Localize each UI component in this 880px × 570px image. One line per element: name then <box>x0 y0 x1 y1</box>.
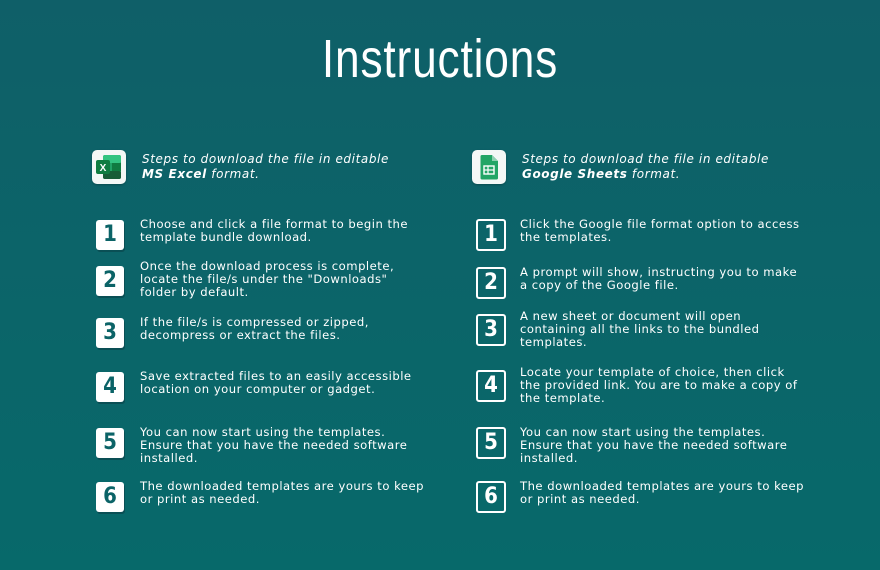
excel-column <box>92 150 425 509</box>
step-number-badge: 4 <box>476 370 506 402</box>
excel-header-prefix: Steps to download the file in editable <box>142 152 389 166</box>
step-text: You can now start using the templates. Ensure that you have the needed software installed. <box>520 425 788 465</box>
google-sheets-icon <box>472 150 506 184</box>
excel-header-format: MS Excel <box>142 167 207 181</box>
step-text: Click the Google file format option to access the templates. <box>520 217 800 244</box>
step-text: Once the download process is complete, locate the file/s under the "Downloads" folder by default. <box>140 259 395 299</box>
sheets-header-prefix: Steps to download the file in editable <box>522 152 769 166</box>
google-sheets-header-text <box>522 152 812 182</box>
step-number-badge: 4 <box>96 372 124 402</box>
step-number-badge: 2 <box>96 266 124 296</box>
step-text: A prompt will show, instructing you to make a copy of the Google file. <box>520 265 798 292</box>
step-number-badge: 2 <box>476 267 506 299</box>
excel-icon <box>92 150 126 184</box>
step-text: If the file/s is compressed or zipped, decompress or extract the files. <box>140 315 369 342</box>
sheets-header-suffix: format. <box>631 167 681 181</box>
step-number-badge: 6 <box>96 482 124 512</box>
excel-header <box>92 150 422 190</box>
excel-header-text <box>142 152 432 182</box>
svg-text:X: X <box>99 163 107 174</box>
google-sheets-header <box>472 150 802 190</box>
step-number-badge: 1 <box>96 220 124 250</box>
step-text: The downloaded templates are yours to keep or print as needed. <box>520 479 805 506</box>
step-number-badge: 3 <box>476 314 506 346</box>
excel-header-suffix: format. <box>211 167 260 181</box>
google-sheets-column <box>472 150 805 509</box>
step-text: Locate your template of choice, then click the provided link. You are to make a copy of the template. <box>520 365 798 405</box>
step-text: Save extracted files to an easily accessible location on your computer or gadget. <box>140 369 412 396</box>
step-number-badge: 3 <box>96 318 124 348</box>
step-text: Choose and click a file format to begin the template bundle download. <box>140 217 409 244</box>
step-number-badge: 1 <box>476 219 506 251</box>
step-number-badge: 6 <box>476 481 506 513</box>
step-number-badge: 5 <box>476 427 506 459</box>
step-text: A new sheet or document will open containing all the links to the bundled templates. <box>520 309 760 349</box>
step-text: The downloaded templates are yours to keep or print as needed. <box>140 479 425 506</box>
step-number-badge: 5 <box>96 428 124 458</box>
step-text: You can now start using the templates. Ensure that you have the needed software installed. <box>140 425 408 465</box>
page-title: Instructions <box>321 29 559 89</box>
sheets-header-format: Google Sheets <box>522 167 628 181</box>
